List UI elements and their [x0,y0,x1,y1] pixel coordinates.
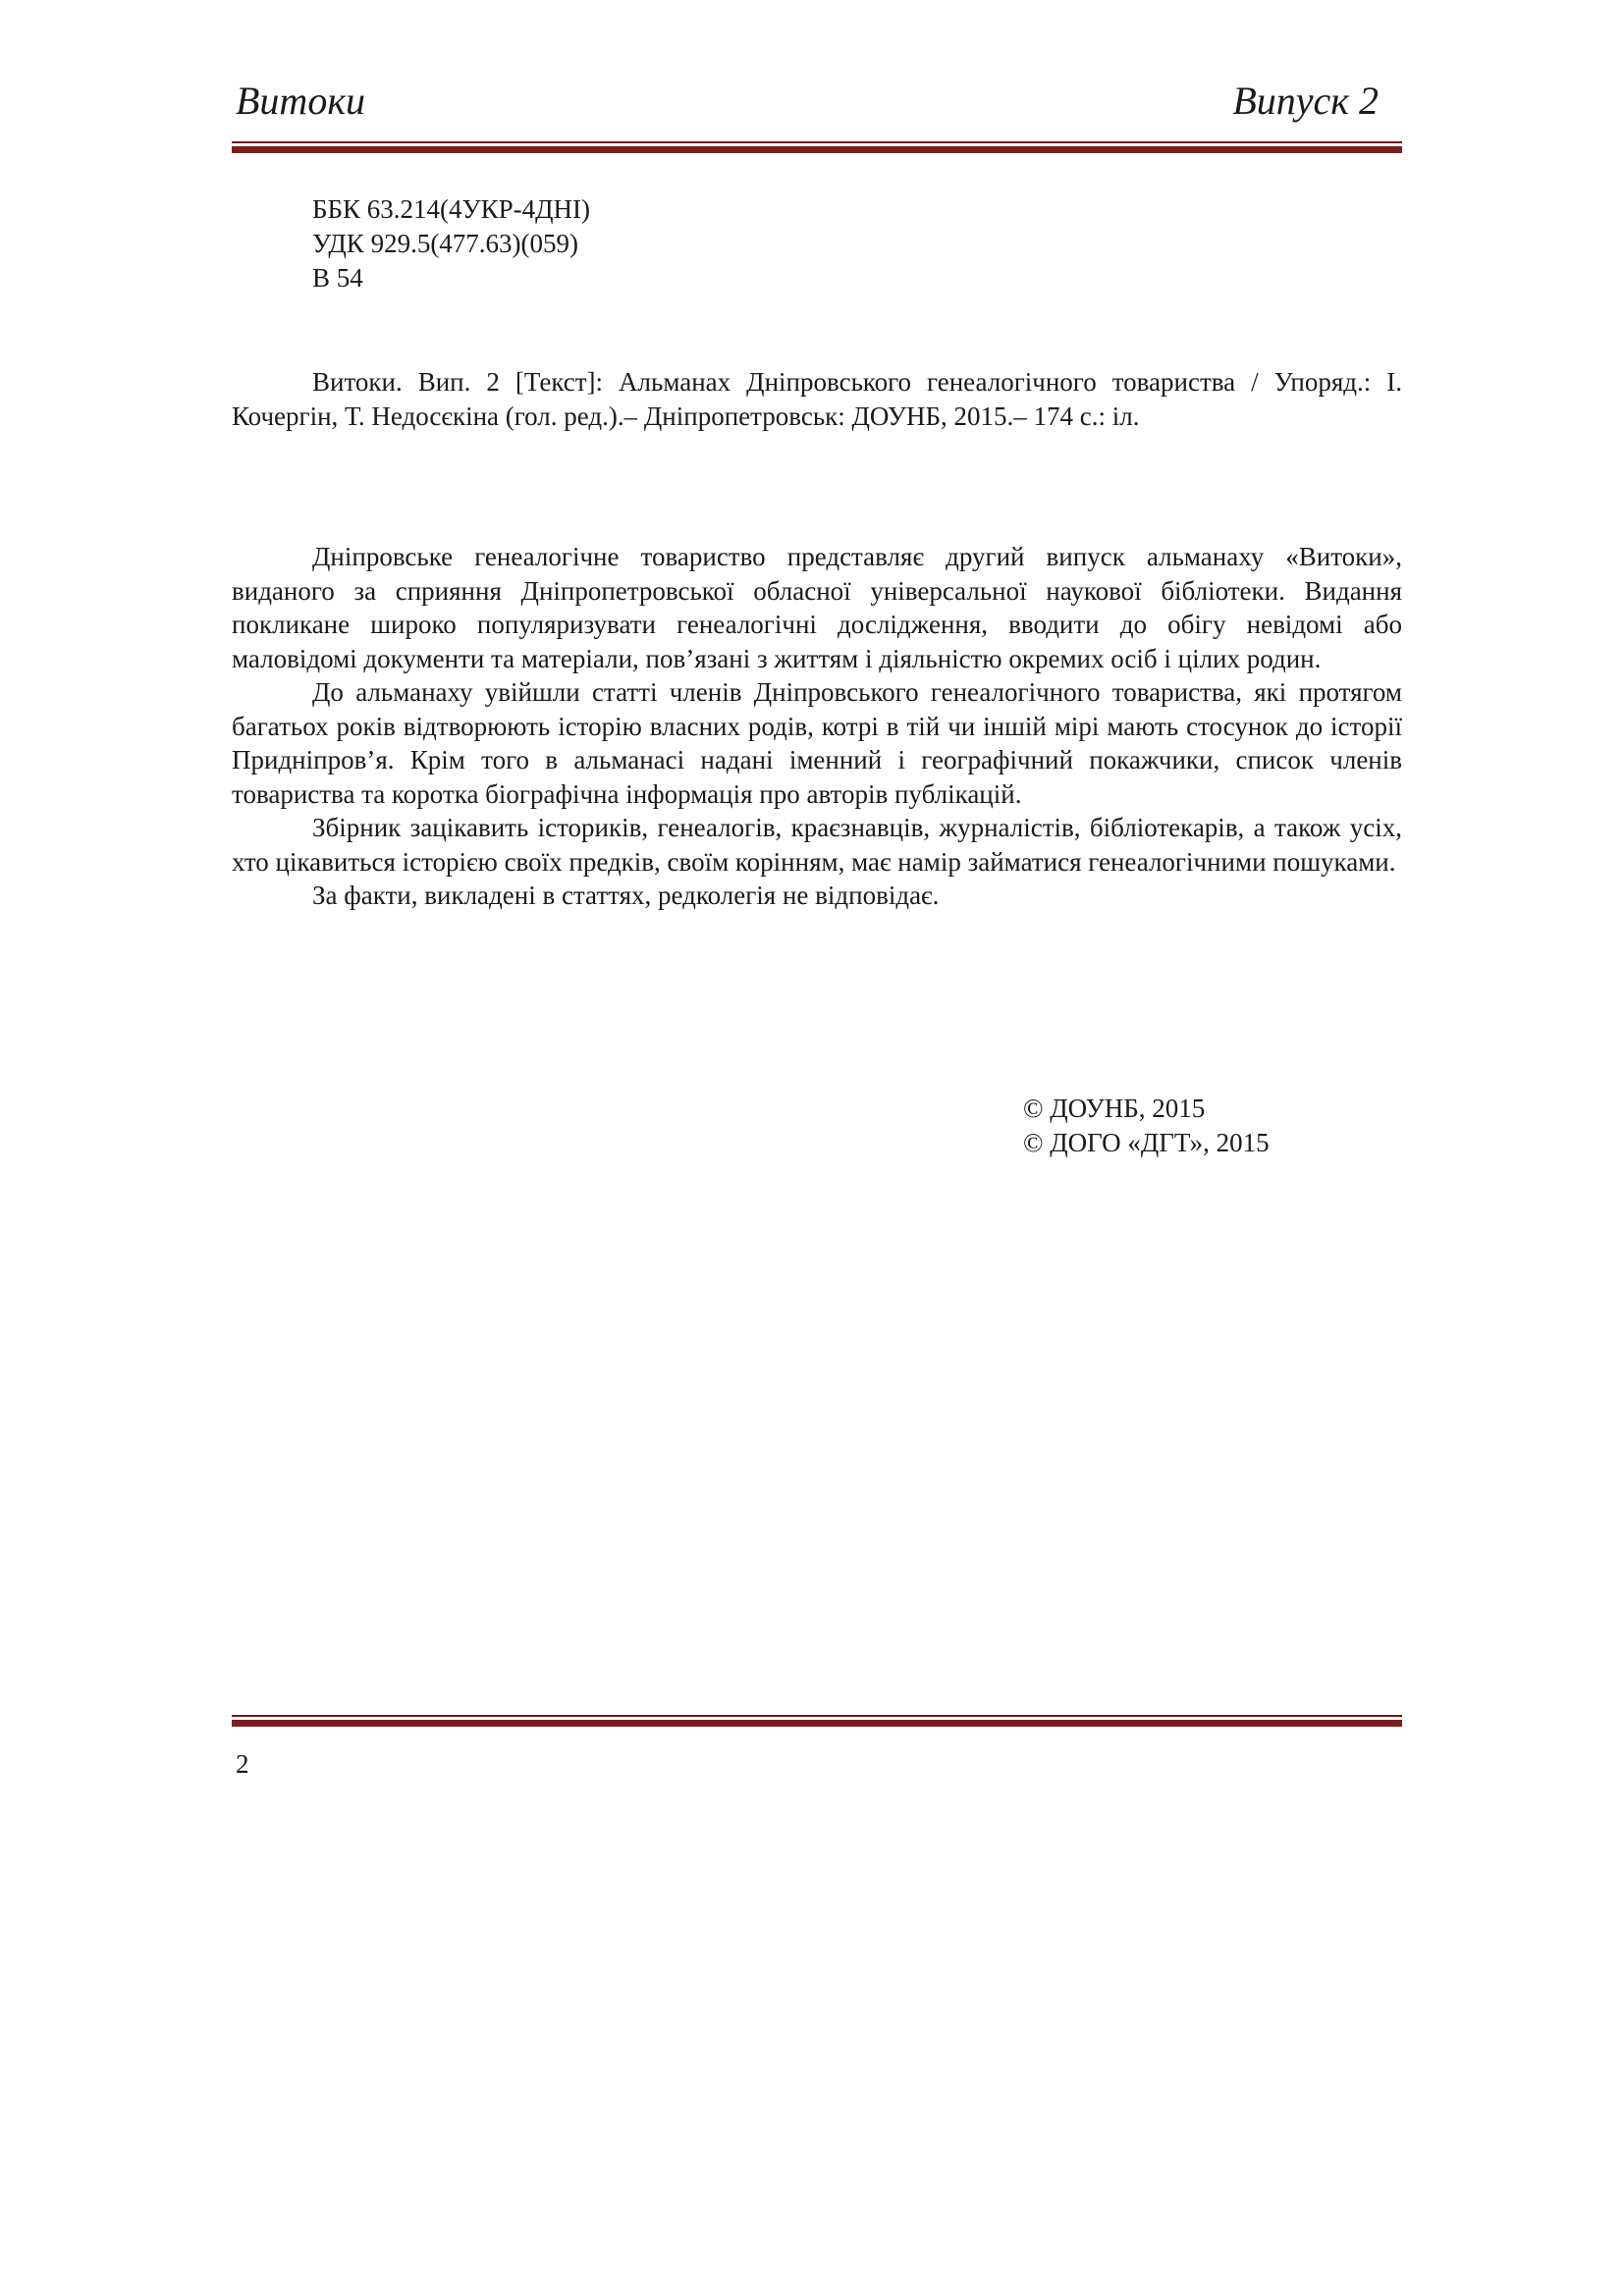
udk-code: УДК 929.5(477.63)(059) [312,229,579,258]
running-header [232,77,1402,135]
journal-title: Витоки [236,79,366,123]
page-number: 2 [236,1749,249,1779]
bbk-code: ББК 63.214(4УКР-4ДНІ) [312,194,591,224]
copyright-line: © ДОГО «ДГТ», 2015 [1023,1128,1270,1157]
header-rule [232,141,1402,153]
abstract-paragraph: До альманаху увійшли статті членів Дніпровського генеалогічного товариства, які протягом багатьох років відтворюють історію власних родів, котрі в тій чи іншій мірі мають стосунок до історії Придніпров’я. Крім того в альманасі надані іменний і географічний покажчики, список членів товариства та коротка біографічна інформація про авторів публікацій. [232,677,1402,809]
bibliographic-record [232,365,1402,433]
abstract-paragraph: Збірник зацікавить істориків, генеалогів, краєзнавців, журналістів, бібліотекарів, а також усіх, хто цікавиться історією своїх предків, своїм корінням, має намір займатися генеалогічними пошуками. [232,813,1402,877]
copyright-line: © ДОУНБ, 2015 [1023,1094,1206,1123]
bibliographic-record-text: Витоки. Вип. 2 [Текст]: Альманах Дніпровського генеалогічного товариства / Упоряд.: І. Кочергін, Т. Недосєкіна (гол. ред.).– Дніпропетровськ: ДОУНБ, 2015.– 174 с.: іл. [232,367,1402,431]
author-mark: В 54 [312,263,363,293]
classification-codes [312,192,590,295]
issue-number: Випуск 2 [1232,79,1379,123]
copyright-block [1023,1092,1270,1160]
abstract [232,540,1402,913]
abstract-paragraph: За факти, викладені в статтях, редколегія не відповідає. [312,881,940,910]
abstract-paragraph: Дніпровське генеалогічне товариство представляє другий випуск альманаху «Витоки», виданого за сприяння Дніпропетровської обласної універсальної наукової бібліотеки. Видання покликане широко популяризувати генеалогічні дослідження, вводити до обігу невідомі або маловідомі документи та матеріали, пов’язані з життям і діяльністю окремих осіб і цілих родин. [232,542,1402,673]
footer-rule [232,1715,1402,1727]
